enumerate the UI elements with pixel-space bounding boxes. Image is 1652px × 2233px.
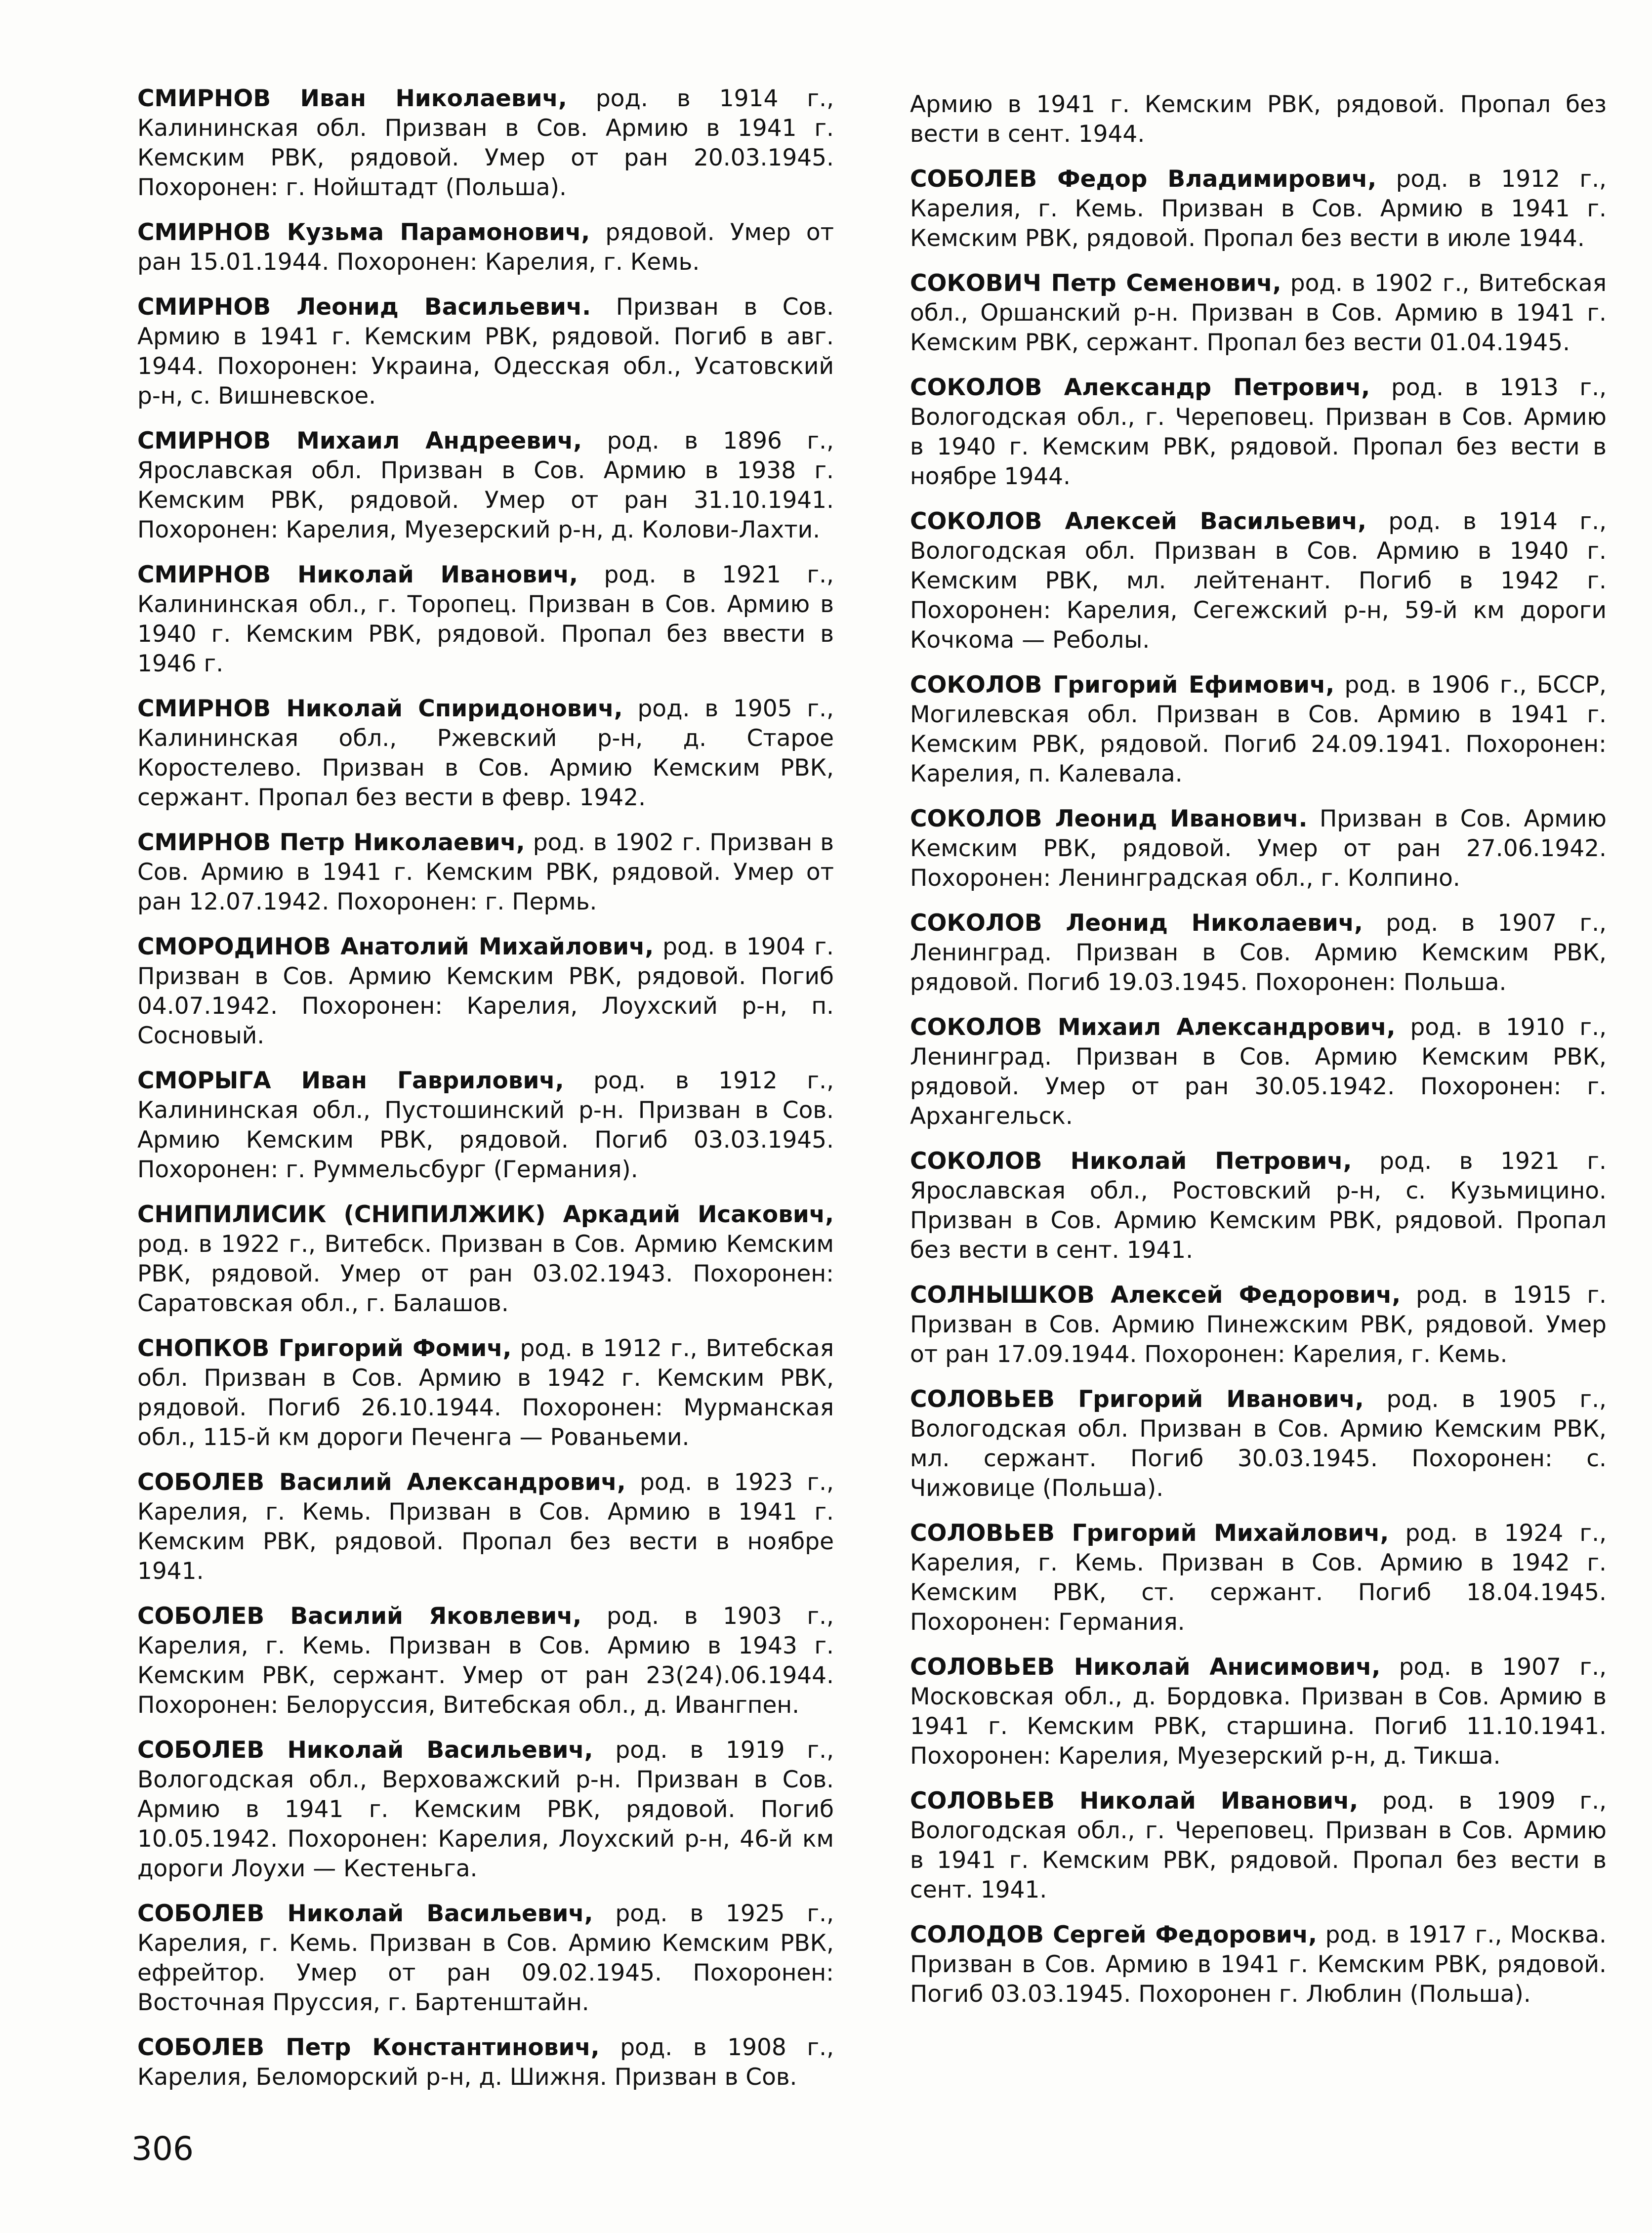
entry-text: род. в 1907 г., Московская обл., д. Бордовка. Призван в Сов. Армию в 1941 г. Кемским РВК, старшина. Погиб 11.10.1941. Похоронен: Карелия, Муезерский р-н, д. Тикша.	[910, 1654, 1607, 1770]
entry	[910, 269, 1607, 358]
entry	[910, 1920, 1607, 2009]
entry-text: род. в 1924 г., Карелия, г. Кемь. Призван в Сов. Армию в 1942 г. Кемским РВК, ст. сержант. Погиб 18.04.1945. Похоронен: Германия.	[910, 1520, 1607, 1636]
entry	[137, 218, 834, 277]
entry-text: род. в 1925 г., Карелия, г. Кемь. Призван в Сов. Армию Кемским РВК, ефрейтор. Умер от ран 09.02.1945. Похоронен: Восточная Пруссия, г. Бартенштайн.	[137, 1900, 834, 2016]
entry	[910, 909, 1607, 997]
entry-name: СОЛНЫШКОВ Алексей Федорович,	[910, 1282, 1401, 1309]
entry	[137, 1200, 834, 1319]
entry-name: СОБОЛЕВ Василий Александрович,	[137, 1469, 626, 1496]
entry-text: род. в 1903 г., Карелия, г. Кемь. Призван в Сов. Армию в 1943 г. Кемским РВК, сержант. Умер от ран 23(24).06.1944. Похоронен: Белоруссия, Витебская обл., д. Ивангпен.	[137, 1603, 834, 1719]
entry-text: Армию в 1941 г. Кемским РВК, рядовой. Пропал без вести в сент. 1944.	[910, 91, 1607, 148]
entry-text: род. в 1905 г., Калининская обл., Ржевский р-н, д. Старое Коростелево. Призван в Сов. Армию Кемским РВК, сержант. Пропал без вести в февр. 1942.	[137, 695, 834, 811]
entry	[910, 90, 1607, 149]
entry	[910, 1281, 1607, 1369]
entry-text: род. в 1923 г., Карелия, г. Кемь. Призван в Сов. Армию в 1941 г. Кемским РВК, рядовой. Пропал без вести в ноябре 1941.	[137, 1469, 834, 1585]
entry-text: род. в 1912 г., Калининская обл., Пустошинский р-н. Призван в Сов. Армию Кемским РВК, рядовой. Погиб 03.03.1945. Похоронен: г. Руммельсбург (Германия).	[137, 1067, 834, 1183]
entry	[910, 1519, 1607, 1637]
entry-name: СМИРНОВ Михаил Андреевич,	[137, 427, 582, 455]
entry-name: СОБОЛЕВ Петр Константинович,	[137, 2034, 600, 2061]
entry	[137, 1736, 834, 1884]
entry-text: род. в 1908 г., Карелия, Беломорский р-н, д. Шижня. Призван в Сов.	[137, 2034, 834, 2091]
entry-text: род. в 1913 г., Вологодская обл., г. Череповец. Призван в Сов. Армию в 1940 г. Кемским РВК, рядовой. Пропал без вести в ноябре 1944.	[910, 374, 1607, 490]
page-number: 306	[131, 2130, 194, 2168]
right-column	[910, 90, 1607, 2025]
entry	[137, 828, 834, 917]
entry-text: род. в 1914 г., Калининская обл. Призван в Сов. Армию в 1941 г. Кемским РВК, рядовой. Умер от ран 20.03.1945. Похоронен: г. Нойштадт (Польша).	[137, 85, 834, 201]
entry	[137, 426, 834, 545]
entry-text: род. в 1921 г., Калининская обл., г. Торопец. Призван в Сов. Армию в 1940 г. Кемским РВК, рядовой. Пропал без ввести в 1946 г.	[137, 561, 834, 677]
entry-name: СМИРНОВ Николай Иванович,	[137, 561, 578, 588]
entry-text: род. в 1915 г. Призван в Сов. Армию Пинежским РВК, рядовой. Умер от ран 17.09.1944. Похоронен: Карелия, г. Кемь.	[910, 1282, 1607, 1368]
entry-name: СОКОЛОВ Леонид Николаевич,	[910, 910, 1363, 937]
entry-name: СОБОЛЕВ Николай Васильевич,	[137, 1737, 593, 1764]
entry-name: СМИРНОВ Иван Николаевич,	[137, 85, 567, 112]
entry-text: род. в 1914 г., Вологодская обл. Призван в Сов. Армию в 1940 г. Кемским РВК, мл. лейтенант. Погиб в 1942 г. Похоронен: Карелия, Сегежский р-н, 59-й км дороги Кочкома — Реболы.	[910, 508, 1607, 654]
entry-name: СОКОВИЧ Петр Семенович,	[910, 270, 1281, 297]
entry-text: род. в 1910 г., Ленинград. Призван в Сов. Армию Кемским РВК, рядовой. Умер от ран 30.05.1942. Похоронен: г. Архангельск.	[910, 1014, 1607, 1130]
entry-text: рядовой. Умер от ран 15.01.1944. Похоронен: Карелия, г. Кемь.	[137, 219, 834, 276]
entry	[137, 292, 834, 411]
entry-text: род. в 1906 г., БССР, Могилевская обл. Призван в Сов. Армию в 1941 г. Кемским РВК, рядовой. Погиб 24.09.1941. Похоронен: Карелия, п. Калевала.	[910, 671, 1607, 787]
entry	[910, 507, 1607, 655]
entry	[137, 1334, 834, 1452]
entry-name: СНИПИЛИСИК (СНИПИЛЖИК) Аркадий Исакович,	[137, 1201, 834, 1228]
entry	[137, 560, 834, 679]
entry-name: СОБОЛЕВ Василий Яковлевич,	[137, 1603, 582, 1630]
entry	[910, 373, 1607, 492]
entry-name: СОЛОВЬЕВ Николай Иванович,	[910, 1787, 1359, 1815]
entry	[137, 1066, 834, 1185]
entry-text: род. в 1902 г. Призван в Сов. Армию в 1941 г. Кемским РВК, рядовой. Умер от ран 12.07.1942. Похоронен: г. Пермь.	[137, 829, 834, 915]
entry-name: СМИРНОВ Леонид Васильевич.	[137, 293, 591, 321]
entry-text: род. в 1904 г. Призван в Сов. Армию Кемским РВК, рядовой. Погиб 04.07.1942. Похоронен: Карелия, Лоухский р-н, п. Сосновый.	[137, 933, 834, 1049]
entry-name: СМОРЫГА Иван Гаврилович,	[137, 1067, 564, 1094]
entry-text: род. в 1909 г., Вологодская обл., г. Череповец. Призван в Сов. Армию в 1941 г. Кемским РВК, рядовой. Пропал без вести в сент. 1941.	[910, 1787, 1607, 1903]
entry-name: СОЛОВЬЕВ Николай Анисимович,	[910, 1654, 1381, 1681]
entry	[137, 2033, 834, 2092]
entry-name: СОКОЛОВ Михаил Александрович,	[910, 1014, 1396, 1041]
entry-name: СОКОЛОВ Николай Петрович,	[910, 1148, 1352, 1175]
entry-name: СОКОЛОВ Григорий Ефимович,	[910, 671, 1335, 699]
entry	[910, 165, 1607, 253]
entry-name: СОЛОДОВ Сергей Федорович,	[910, 1921, 1317, 1948]
entry-text: Призван в Сов. Армию Кемским РВК, рядовой. Умер от ран 27.06.1942. Похоронен: Ленинградская обл., г. Колпино.	[910, 805, 1607, 892]
entry-text: род. в 1902 г., Витебская обл., Оршанский р-н. Призван в Сов. Армию в 1941 г. Кемским РВК, сержант. Пропал без вести 01.04.1945.	[910, 270, 1607, 356]
entry	[137, 1899, 834, 2018]
entry	[910, 1786, 1607, 1905]
entry	[910, 1013, 1607, 1131]
entry-name: СМИРНОВ Кузьма Парамонович,	[137, 219, 590, 246]
entry	[137, 694, 834, 813]
entry-text: род. в 1917 г., Москва. Призван в Сов. Армию в 1941 г. Кемским РВК, рядовой. Погиб 03.03.1945. Похоронен г. Люблин (Польша).	[910, 1921, 1607, 2008]
entry	[910, 804, 1607, 893]
entry	[137, 1468, 834, 1586]
entry	[910, 1653, 1607, 1771]
entry-name: СОБОЛЕВ Федор Владимирович,	[910, 165, 1377, 193]
entry-text: род. в 1919 г., Вологодская обл., Верховажский р-н. Призван в Сов. Армию в 1941 г. Кемским РВК, рядовой. Погиб 10.05.1942. Похоронен: Карелия, Лоухский р-н, 46-й км дороги Лоухи — Кестеньга.	[137, 1737, 834, 1882]
left-column	[137, 84, 834, 2108]
entry	[910, 1147, 1607, 1265]
entry-name: СОКОЛОВ Алексей Васильевич,	[910, 508, 1366, 535]
entry-name: СОКОЛОВ Леонид Иванович.	[910, 805, 1308, 832]
entry	[137, 1602, 834, 1720]
entry-name: СОКОЛОВ Александр Петрович,	[910, 374, 1370, 401]
entry	[910, 670, 1607, 789]
entry-text: род. в 1905 г., Вологодская обл. Призван в Сов. Армию Кемским РВК, мл. сержант. Погиб 30.03.1945. Похоронен: с. Чижовице (Польша).	[910, 1386, 1607, 1502]
entry	[910, 1385, 1607, 1503]
entry-name: СМОРОДИНОВ Анатолий Михайлович,	[137, 933, 654, 960]
entry-text: Призван в Сов. Армию в 1941 г. Кемским РВК, рядовой. Погиб в авг. 1944. Похоронен: Украина, Одесская обл., Усатовский р-н, с. Вишневское.	[137, 293, 834, 410]
entry-text: род. в 1907 г., Ленинград. Призван в Сов. Армию Кемским РВК, рядовой. Погиб 19.03.1945. Похоронен: Польша.	[910, 910, 1607, 996]
entry-name: СМИРНОВ Петр Николаевич,	[137, 829, 525, 856]
entry-text: род. в 1896 г., Ярославская обл. Призван в Сов. Армию в 1938 г. Кемским РВК, рядовой. Умер от ран 31.10.1941. Похоронен: Карелия, Муезерский р-н, д. Колови-Лахти.	[137, 427, 834, 543]
entry	[137, 932, 834, 1051]
entry	[137, 84, 834, 203]
entry-name: СОЛОВЬЕВ Григорий Михайлович,	[910, 1520, 1389, 1547]
entry-name: СОБОЛЕВ Николай Васильевич,	[137, 1900, 593, 1927]
entry-name: СНОПКОВ Григорий Фомич,	[137, 1335, 512, 1362]
entry-name: СМИРНОВ Николай Спиридонович,	[137, 695, 623, 722]
entry-text: род. в 1912 г., Витебская обл. Призван в Сов. Армию в 1942 г. Кемским РВК, рядовой. Погиб 26.10.1944. Похоронен: Мурманская обл., 115-й км дороги Печенга — Рованьеми.	[137, 1335, 834, 1451]
entry-text: род. в 1912 г., Карелия, г. Кемь. Призван в Сов. Армию в 1941 г. Кемским РВК, рядовой. Пропал без вести в июле 1944.	[910, 165, 1607, 252]
entry-text: род. в 1921 г. Ярославская обл., Ростовский р-н, с. Кузьмицино. Призван в Сов. Армию Кемским РВК, рядовой. Пропал без вести в сент. 1941.	[910, 1148, 1607, 1264]
entry-text: род. в 1922 г., Витебск. Призван в Сов. Армию Кемским РВК, рядовой. Умер от ран 03.02.1943. Похоронен: Саратовская обл., г. Балашов.	[137, 1231, 834, 1317]
entry-name: СОЛОВЬЕВ Григорий Иванович,	[910, 1386, 1364, 1413]
